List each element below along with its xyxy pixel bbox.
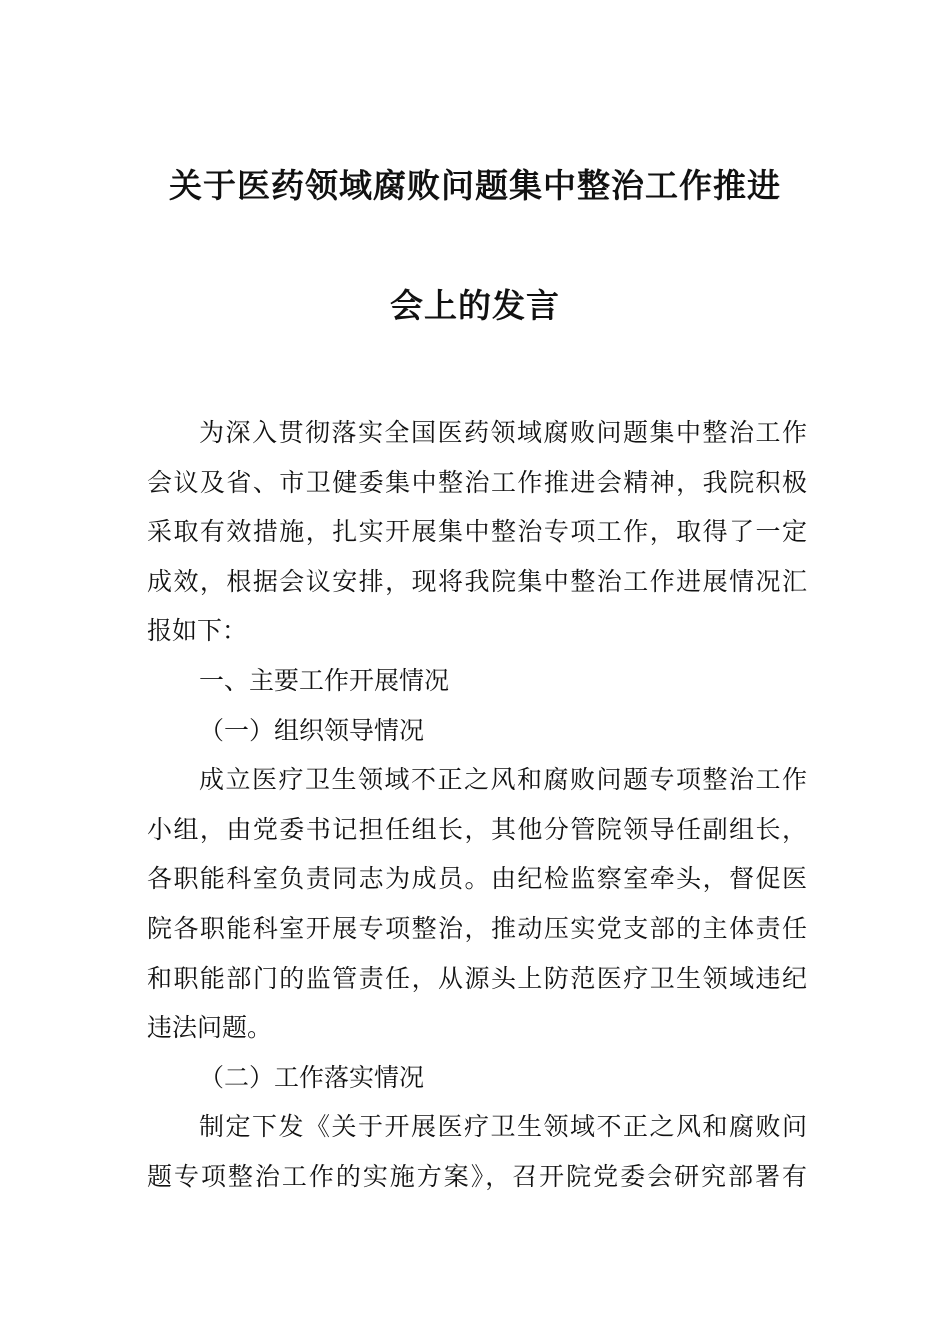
subsection-heading: （二）工作落实情况 bbox=[199, 1062, 425, 1092]
paragraph-line: 报如下： bbox=[147, 616, 248, 646]
paragraph-line: 制定下发《关于开展医疗卫生领域不正之风和腐败问 bbox=[199, 1112, 807, 1142]
paragraph-line: 成立医疗卫生领域不正之风和腐败问题专项整治工作 bbox=[199, 765, 807, 795]
section-heading: 一、主要工作开展情况 bbox=[199, 665, 450, 695]
document-body bbox=[147, 408, 807, 1202]
document-title-line-1: 关于医药领域腐败问题集中整治工作推进 bbox=[169, 166, 781, 205]
paragraph-line: 各职能科室负责同志为成员。由纪检监察室牵头，督促医 bbox=[147, 864, 807, 894]
paragraph-line: 采取有效措施，扎实开展集中整治专项工作，取得了一定 bbox=[147, 517, 807, 547]
paragraph-line: 和职能部门的监管责任，从源头上防范医疗卫生领域违纪 bbox=[147, 963, 807, 993]
paragraph-line: 成效，根据会议安排，现将我院集中整治工作进展情况汇 bbox=[147, 566, 807, 596]
paragraph-line: 院各职能科室开展专项整治，推动压实党支部的主体责任 bbox=[147, 913, 807, 943]
paragraph-line: 为深入贯彻落实全国医药领域腐败问题集中整治工作 bbox=[199, 418, 807, 447]
paragraph-line: 会议及省、市卫健委集中整治工作推进会精神，我院积极 bbox=[147, 467, 807, 497]
paragraph-line: 题专项整治工作的实施方案》，召开院党委会研究部署有 bbox=[147, 1161, 807, 1191]
paragraph-line: 小组，由党委书记担任组长，其他分管院领导任副组长， bbox=[147, 814, 807, 844]
document-title-line-2: 会上的发言 bbox=[390, 286, 560, 325]
paragraph-line: 违法问题。 bbox=[147, 1013, 273, 1043]
subsection-heading: （一）组织领导情况 bbox=[199, 715, 425, 745]
